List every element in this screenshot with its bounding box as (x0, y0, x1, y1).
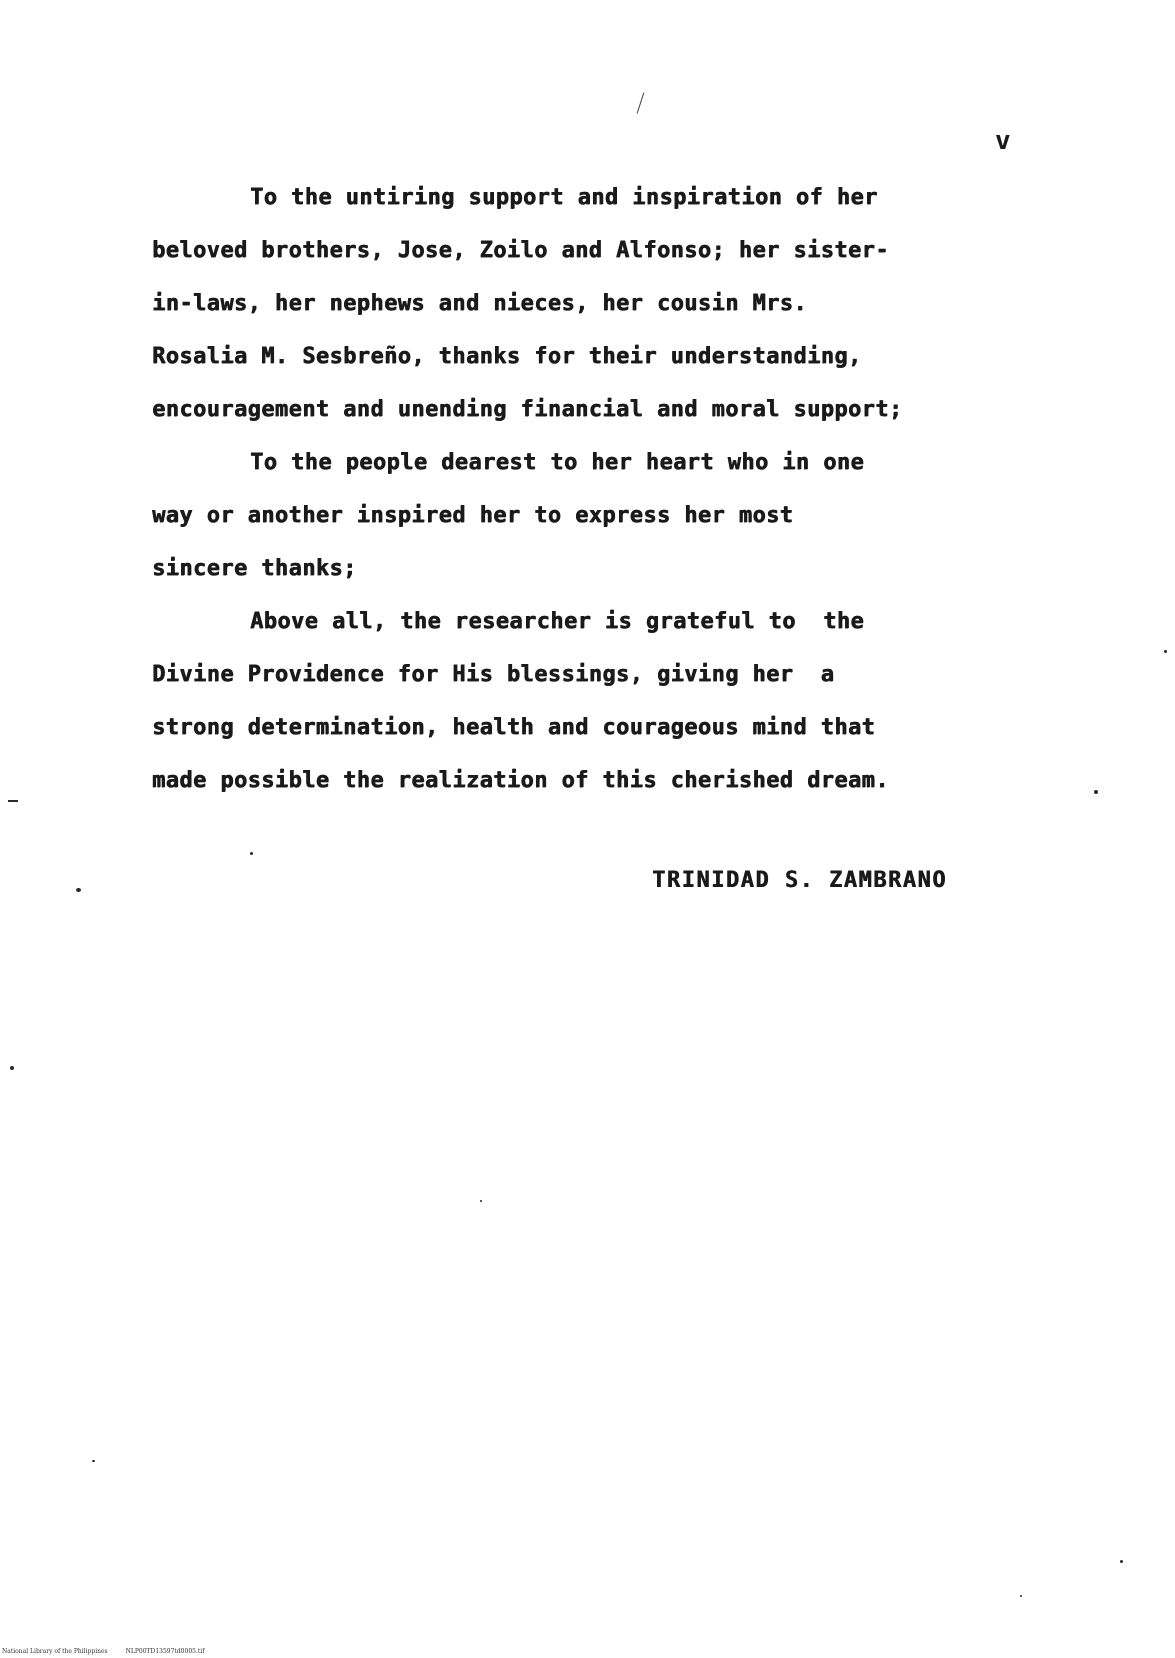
footer-filename: NLP00TD13597td0005.tif (125, 1648, 205, 1655)
scan-footer (2, 1648, 204, 1655)
scan-speck (1094, 790, 1098, 794)
paragraph-1-line-1: To the untiring support and inspiration of her (250, 185, 878, 210)
scan-speck (1164, 650, 1167, 653)
paragraph-1-line-4: Rosalia M. Sesbreño, thanks for their understanding, (152, 344, 862, 369)
signature-name: TRINIDAD S. ZAMBRANO (652, 868, 947, 893)
paragraph-3-line-4: made possible the realization of this cherished dream. (152, 768, 889, 793)
footer-library: National Library of the Philippines (2, 1648, 108, 1655)
scan-speck (92, 1460, 95, 1462)
paragraph-2-line-3: sincere thanks; (152, 556, 357, 581)
page-number: v (995, 126, 1012, 156)
scan-speck (8, 800, 18, 802)
stray-pen-mark (637, 92, 645, 113)
scan-speck (76, 888, 81, 892)
scan-speck (1020, 1595, 1022, 1597)
paragraph-2-line-1: To the people dearest to her heart who in one (250, 450, 865, 475)
paragraph-1-line-3: in-laws, her nephews and nieces, her cousin Mrs. (152, 291, 807, 316)
paragraph-1-line-2: beloved brothers, Jose, Zoilo and Alfonso; her sister- (152, 238, 889, 263)
paragraph-3-line-2: Divine Providence for His blessings, giving her a (152, 662, 835, 687)
paragraph-3-line-1: Above all, the researcher is grateful to the (250, 609, 865, 634)
paragraph-2-line-2: way or another inspired her to express her most (152, 503, 794, 528)
paragraph-1-line-5: encouragement and unending financial and moral support; (152, 397, 903, 422)
scan-speck (10, 1066, 14, 1070)
paragraph-3-line-3: strong determination, health and courageous mind that (152, 715, 876, 740)
scan-speck (1120, 1560, 1123, 1563)
scan-speck (480, 1200, 482, 1202)
scan-speck (250, 852, 253, 855)
